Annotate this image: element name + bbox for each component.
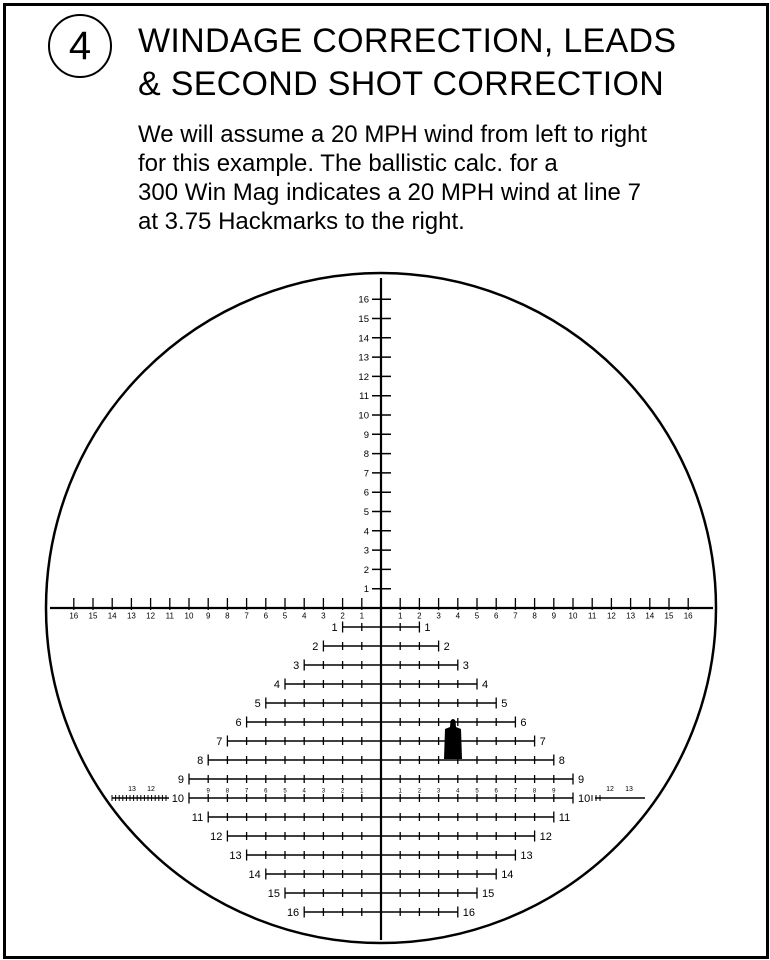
- line-10-tick-label: 1: [398, 788, 402, 795]
- line-9-label-left: 9: [177, 774, 184, 786]
- line-4-label-left: 4: [273, 679, 280, 691]
- line-1-label-left: 1: [331, 622, 338, 634]
- description-line-4: at 3.75 Hackmarks to the right.: [138, 208, 465, 235]
- horizontal-tick-label: 7: [513, 611, 518, 621]
- vertical-tick-label: 7: [363, 468, 369, 480]
- horizontal-tick-label: 10: [184, 611, 194, 621]
- line-11-label-left: 11: [191, 812, 204, 824]
- line-10-tick-label: 2: [340, 788, 345, 795]
- line-10-extension-label: 13: [625, 786, 633, 793]
- line-10-extension-label: 12: [147, 786, 155, 793]
- line-8-label-left: 8: [197, 755, 204, 767]
- line-9-label-right: 9: [578, 774, 585, 786]
- line-10-tick-label: 5: [475, 788, 479, 795]
- horizontal-tick-label: 9: [205, 611, 211, 621]
- line-10-tick-label: 8: [225, 788, 230, 795]
- line-7-label-left: 7: [216, 736, 223, 748]
- title-line-2: & SECOND SHOT CORRECTION: [138, 65, 665, 103]
- line-15-label-left: 15: [267, 888, 280, 900]
- horizontal-tick-label: 8: [225, 611, 230, 621]
- line-10-extension-label: 13: [128, 786, 136, 793]
- line-10-extension-label: 12: [606, 786, 614, 793]
- line-12-label-left: 12: [210, 831, 223, 843]
- horizontal-tick-label: 7: [244, 611, 249, 621]
- horizontal-tick-label: 13: [126, 611, 136, 621]
- horizontal-tick-label: 6: [493, 611, 499, 621]
- vertical-tick-label: 15: [358, 314, 369, 325]
- horizontal-tick-label: 6: [263, 611, 269, 621]
- horizontal-tick-label: 11: [588, 611, 597, 621]
- line-14-label-left: 14: [248, 869, 261, 881]
- horizontal-tick-label: 1: [359, 611, 365, 621]
- vertical-tick-label: 13: [358, 352, 369, 364]
- step-number: 4: [68, 24, 92, 68]
- line-16-label-left: 16: [286, 907, 300, 919]
- line-10-tick-label: 3: [436, 788, 441, 795]
- horizontal-tick-label: 2: [417, 611, 422, 621]
- horizontal-tick-label: 1: [397, 611, 403, 621]
- line-10-tick-label: 2: [417, 788, 422, 795]
- vertical-tick-label: 5: [363, 507, 369, 518]
- vertical-tick-label: 16: [358, 294, 369, 306]
- horizontal-tick-label: 14: [107, 611, 117, 621]
- line-10-tick-label: 6: [264, 788, 268, 795]
- line-15-label-right: 15: [482, 888, 495, 900]
- vertical-tick-label: 11: [359, 391, 369, 403]
- vertical-tick-label: 1: [363, 584, 369, 596]
- horizontal-tick-label: 11: [165, 611, 174, 621]
- line-10-tick-label: 8: [532, 788, 537, 795]
- horizontal-tick-label: 13: [626, 611, 636, 621]
- vertical-tick-label: 9: [363, 429, 369, 441]
- horizontal-tick-label: 15: [88, 611, 98, 621]
- description-line-2: for this example. The ballistic calc. for a: [138, 150, 558, 177]
- target-silhouette: [444, 719, 462, 759]
- vertical-tick-label: 14: [358, 333, 369, 345]
- horizontal-tick-label: 2: [340, 611, 345, 621]
- line-10-tick-label: 9: [206, 788, 210, 795]
- line-10-label-left: 10: [171, 793, 184, 805]
- vertical-tick-label: 4: [363, 526, 369, 538]
- line-16-label-right: 16: [462, 907, 476, 919]
- vertical-tick-label: 8: [363, 449, 369, 461]
- line-1-label-right: 1: [424, 622, 431, 634]
- line-8-label-right: 8: [558, 755, 565, 767]
- line-3-label-right: 3: [462, 660, 469, 672]
- line-12-label-right: 12: [539, 831, 552, 843]
- horizontal-tick-label: 14: [645, 611, 655, 621]
- line-2-label-left: 2: [312, 641, 319, 653]
- vertical-tick-label: 12: [358, 371, 369, 383]
- line-7-label-right: 7: [539, 736, 546, 748]
- vertical-tick-label: 10: [358, 410, 369, 422]
- line-13-label-left: 13: [229, 850, 242, 862]
- reticle-group: [46, 273, 716, 943]
- line-5-label-right: 5: [501, 698, 508, 710]
- horizontal-tick-label: 12: [146, 611, 156, 621]
- vertical-tick-label: 2: [363, 564, 369, 576]
- line-10-tick-label: 4: [302, 788, 306, 795]
- line-6-label-right: 6: [520, 717, 527, 729]
- title-line-1: WINDAGE CORRECTION, LEADS: [138, 22, 677, 60]
- line-10-tick-label: 9: [552, 788, 556, 795]
- horizontal-tick-label: 16: [683, 611, 693, 621]
- horizontal-tick-label: 5: [282, 611, 288, 621]
- description-line-1: We will assume a 20 MPH wind from left to right: [138, 121, 648, 148]
- horizontal-tick-label: 9: [551, 611, 557, 621]
- line-6-label-left: 6: [235, 717, 242, 729]
- line-2-label-right: 2: [443, 641, 450, 653]
- line-5-label-left: 5: [254, 698, 261, 710]
- line-10-tick-label: 1: [360, 788, 364, 795]
- line-10-tick-label: 5: [283, 788, 287, 795]
- line-10-tick-label: 7: [513, 788, 518, 795]
- line-3-label-left: 3: [293, 660, 300, 672]
- horizontal-tick-label: 3: [321, 611, 326, 621]
- horizontal-tick-label: 16: [69, 611, 79, 621]
- line-10-tick-label: 7: [244, 788, 249, 795]
- horizontal-tick-label: 4: [455, 611, 461, 621]
- description-line-3: 300 Win Mag indicates a 20 MPH wind at line 7: [138, 179, 641, 206]
- horizontal-tick-label: 10: [568, 611, 578, 621]
- line-13-label-right: 13: [520, 850, 533, 862]
- horizontal-tick-label: 8: [532, 611, 537, 621]
- horizontal-tick-label: 4: [301, 611, 307, 621]
- horizontal-tick-label: 3: [436, 611, 441, 621]
- vertical-tick-label: 3: [363, 545, 369, 557]
- line-10-tick-label: 6: [494, 788, 498, 795]
- line-14-label-right: 14: [501, 869, 514, 881]
- horizontal-tick-label: 5: [474, 611, 480, 621]
- horizontal-tick-label: 15: [664, 611, 674, 621]
- line-11-label-right: 11: [558, 812, 571, 824]
- horizontal-tick-label: 12: [606, 611, 616, 621]
- line-10-tick-label: 4: [456, 788, 460, 795]
- line-4-label-right: 4: [482, 679, 489, 691]
- line-10-tick-label: 3: [321, 788, 326, 795]
- line-10-label-right: 10: [578, 793, 591, 805]
- vertical-tick-label: 6: [363, 487, 369, 499]
